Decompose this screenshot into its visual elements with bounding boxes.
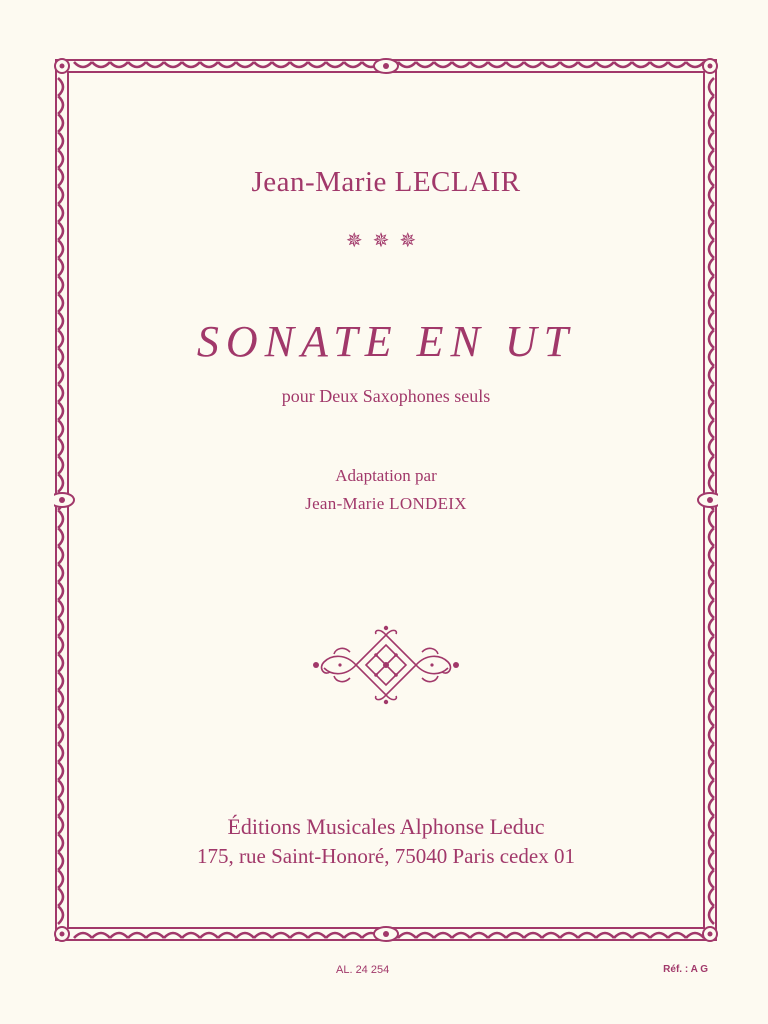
publisher-name: Éditions Musicales Alphonse Leduc <box>227 814 545 839</box>
publisher-address: 175, rue Saint-Honoré, 75040 Paris cedex 01 <box>197 844 575 868</box>
cover-content <box>54 58 718 942</box>
arranger-name: Jean-Marie LONDEIX <box>305 494 467 513</box>
adaptation-label: Adaptation par <box>335 466 437 485</box>
catalog-number: AL. 24 254 <box>336 964 390 976</box>
work-title: SONATE EN UT <box>196 317 576 366</box>
floral-vignette-icon <box>310 624 462 706</box>
composer-name: Jean-Marie LECLAIR <box>251 166 521 198</box>
instrumentation-subtitle: pour Deux Saxophones seuls <box>281 386 491 406</box>
reference-code: Réf. : A G <box>663 964 708 975</box>
star-separator: ✵✵✵ <box>345 230 427 252</box>
